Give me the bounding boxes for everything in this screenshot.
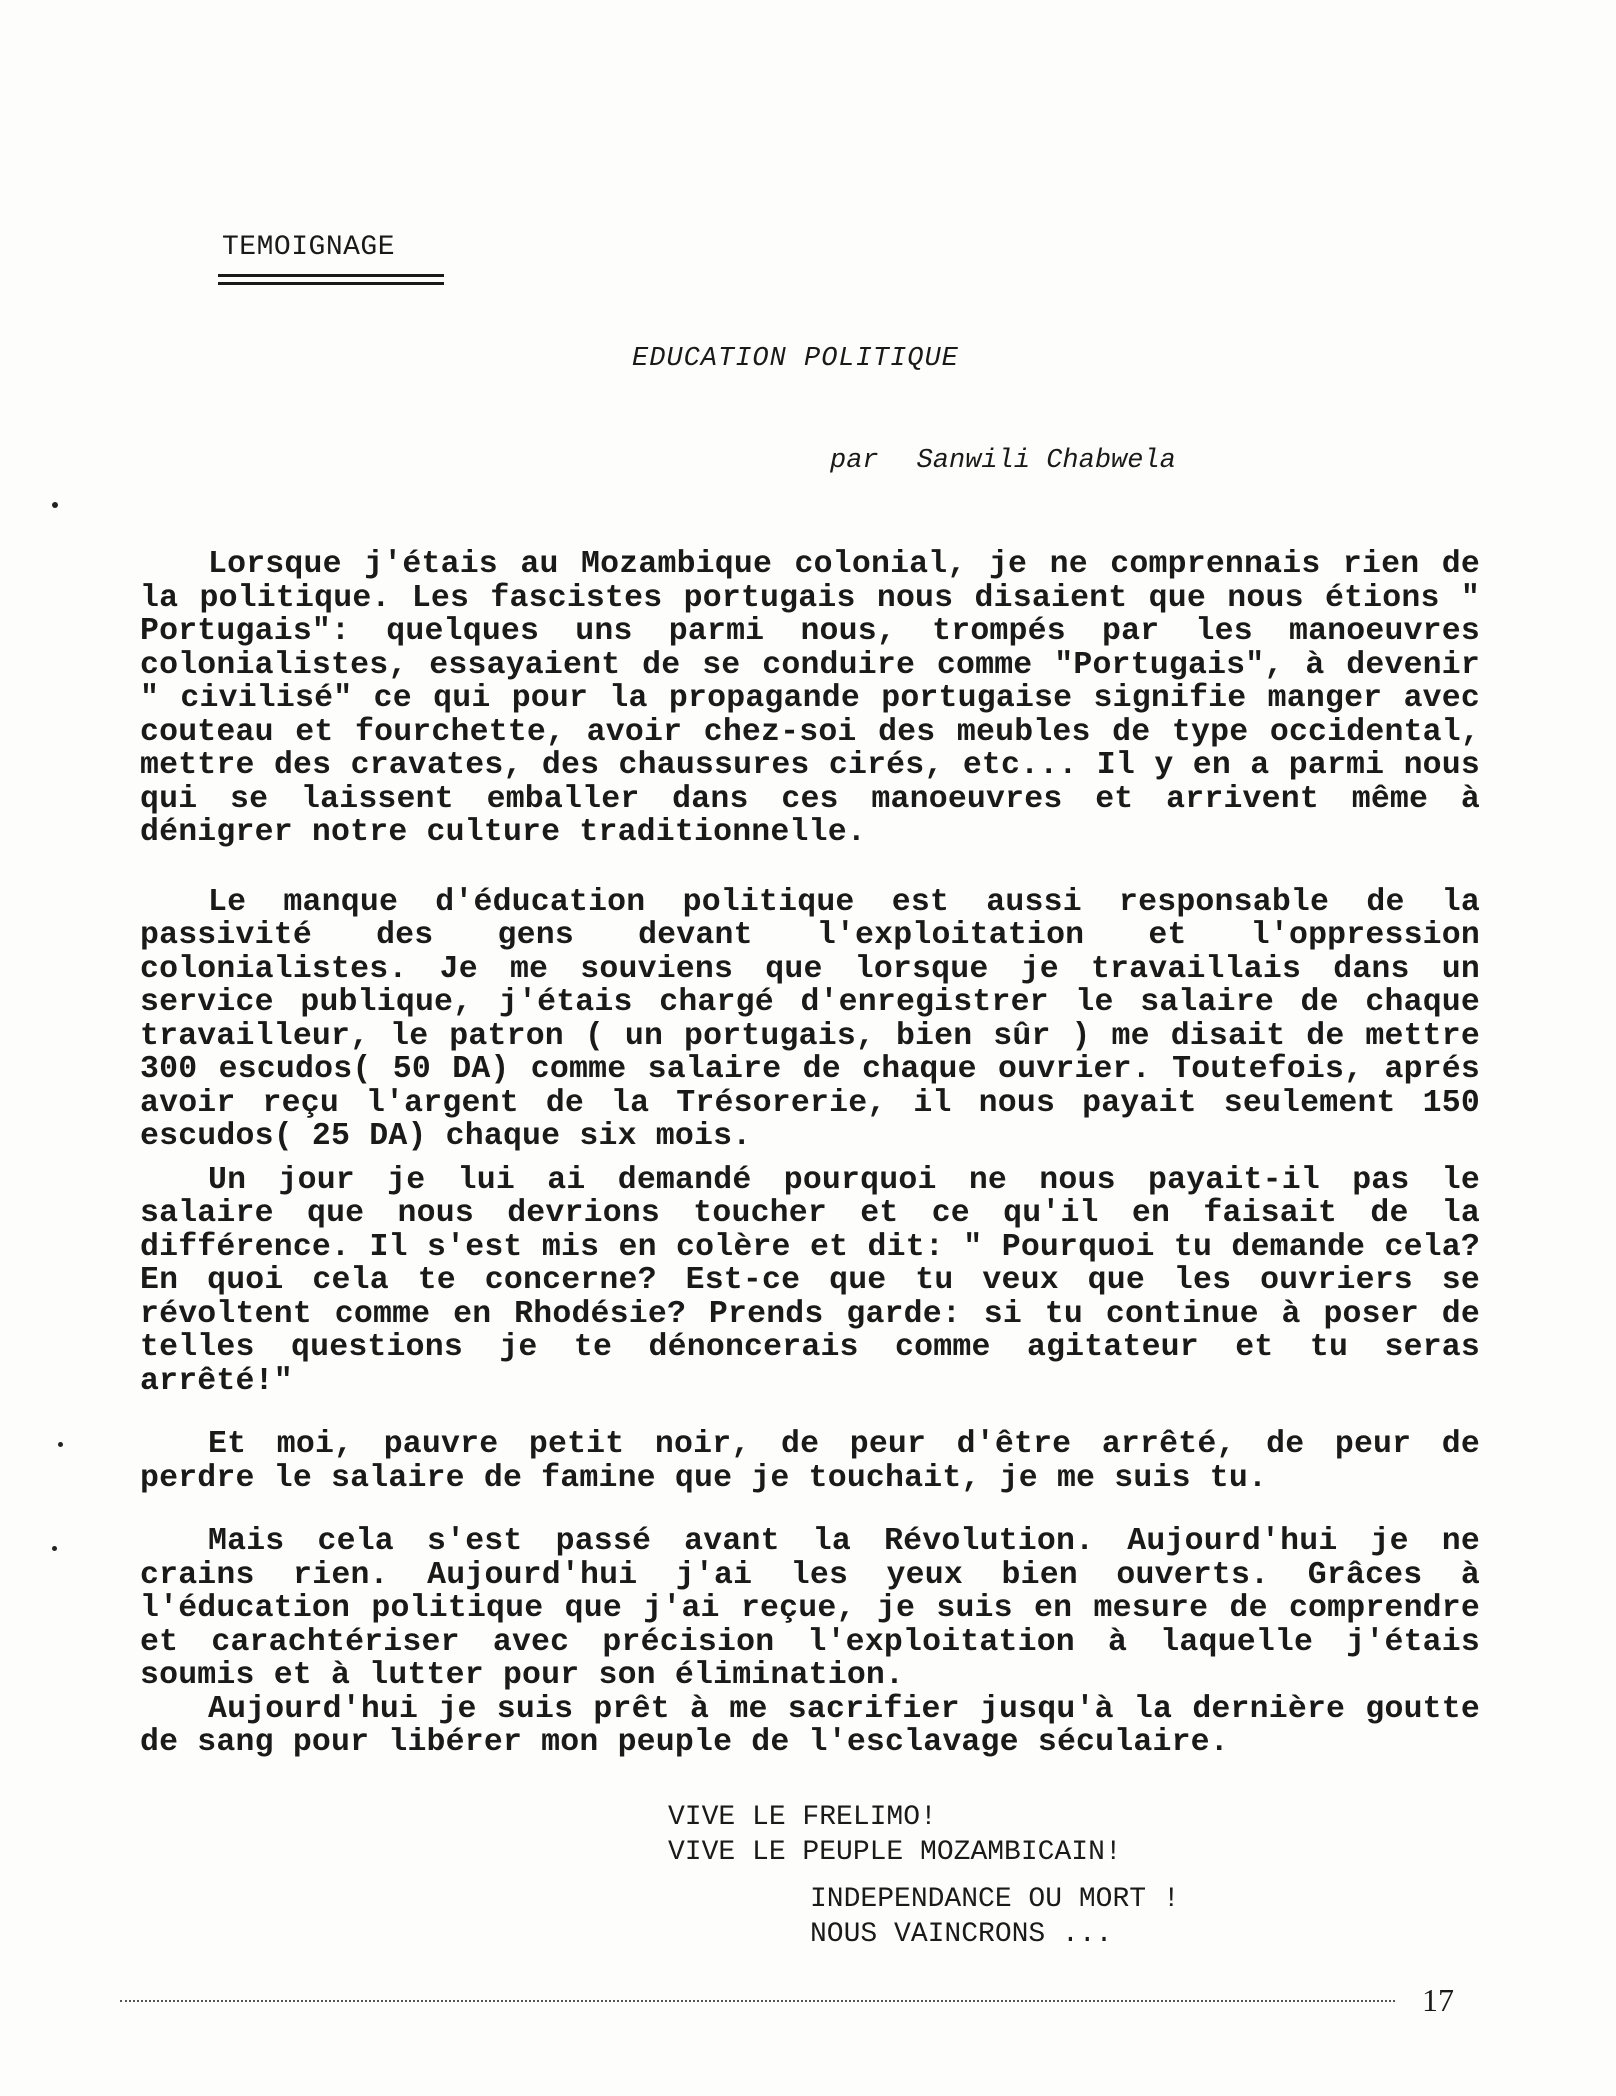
byline	[830, 446, 1176, 476]
slogan-peuple: VIVE LE PEUPLE MOZAMBICAIN!	[668, 1837, 1122, 1868]
paragraph-2: Le manque d'éducation politique est aussi responsable de la passivité des gens devant l'exploitation et l'oppression colonialistes. Je me souviens que lorsque je travaillais dans un service publique, j'étais chargé d'enregistrer le salaire de chaque travailleur, le patron ( un portugais, bien sûr ) me disait de mettre 300 escudos( 50 DA) comme salaire de chaque ouvrier. Toutefois, aprés avoir reçu l'argent de la Trésorerie, il nous payait seulement 150 escudos( 25 DA) chaque six mois.	[140, 884, 1480, 1154]
heading-underline-second	[218, 282, 444, 285]
page-number: 17	[1422, 1982, 1454, 2018]
slogans	[668, 1800, 1122, 1870]
closing-slogans	[810, 1882, 1180, 1952]
footer-dotted-rule	[120, 2000, 1395, 2002]
paragraph-6: Aujourd'hui je suis prêt à me sacrifier jusqu'à la dernière goutte de sang pour libérer mon peuple de l'esclavage séculaire.	[140, 1691, 1480, 1760]
scan-speck	[52, 502, 58, 508]
paragraph-4: Et moi, pauvre petit noir, de peur d'être arrêté, de peur de perdre le salaire de famine que je touchait, je me suis tu.	[140, 1427, 1480, 1496]
article-title: EDUCATION POLITIQUE	[632, 344, 959, 374]
scan-speck	[58, 1442, 63, 1447]
closing-independance: INDEPENDANCE OU MORT !	[810, 1884, 1180, 1915]
byline-prefix: par	[830, 446, 879, 476]
closing-vaincrons: NOUS VAINCRONS ...	[810, 1919, 1113, 1950]
scan-speck	[52, 1546, 57, 1551]
section-heading: TEMOIGNAGE	[222, 232, 396, 263]
paragraph-1: Lorsque j'étais au Mozambique colonial, je ne comprennais rien de la politique. Les fascistes portugais nous disaient que nous étions " Portugais": quelques uns parmi nous, trompés par les manoeuvres colonialistes, essayaient de se conduire comme "Portugais", à devenir " civilisé" ce qui pour la propagande portugaise signifie manger avec couteau et fourchette, avoir chez-soi des meubles de type occidental, mettre des cravates, des chaussures cirés, etc... Il y en a parmi nous qui se laissent emballer dans ces manoeuvres et arrivent même à dénigrer notre culture traditionnelle.	[140, 547, 1480, 850]
paragraph-5: Mais cela s'est passé avant la Révolution. Aujourd'hui je ne crains rien. Aujourd'hui j'ai les yeux bien ouverts. Grâces à l'éducation politique que j'ai reçue, je suis en mesure de comprendre et carachtériser avec précision l'exploitation à laquelle j'étais soumis et à lutter pour son élimination.	[140, 1524, 1480, 1693]
paragraph-3: Un jour je lui ai demandé pourquoi ne nous payait-il pas le salaire que nous devrions toucher et ce qu'il en faisait de la différence. Il s'est mis en colère et dit: " Pourquoi tu demande cela? En quoi cela te concerne? Est-ce que tu veux que les ouvriers se révoltent comme en Rhodésie? Prends garde: si tu continue à poser de telles questions je te dénoncerais comme agitateur et tu seras arrêté!"	[140, 1162, 1480, 1399]
article-body	[140, 548, 1480, 1760]
heading-underline	[218, 274, 444, 277]
author-name: Sanwili Chabwela	[916, 446, 1176, 476]
slogan-frelimo: VIVE LE FRELIMO!	[668, 1802, 937, 1833]
